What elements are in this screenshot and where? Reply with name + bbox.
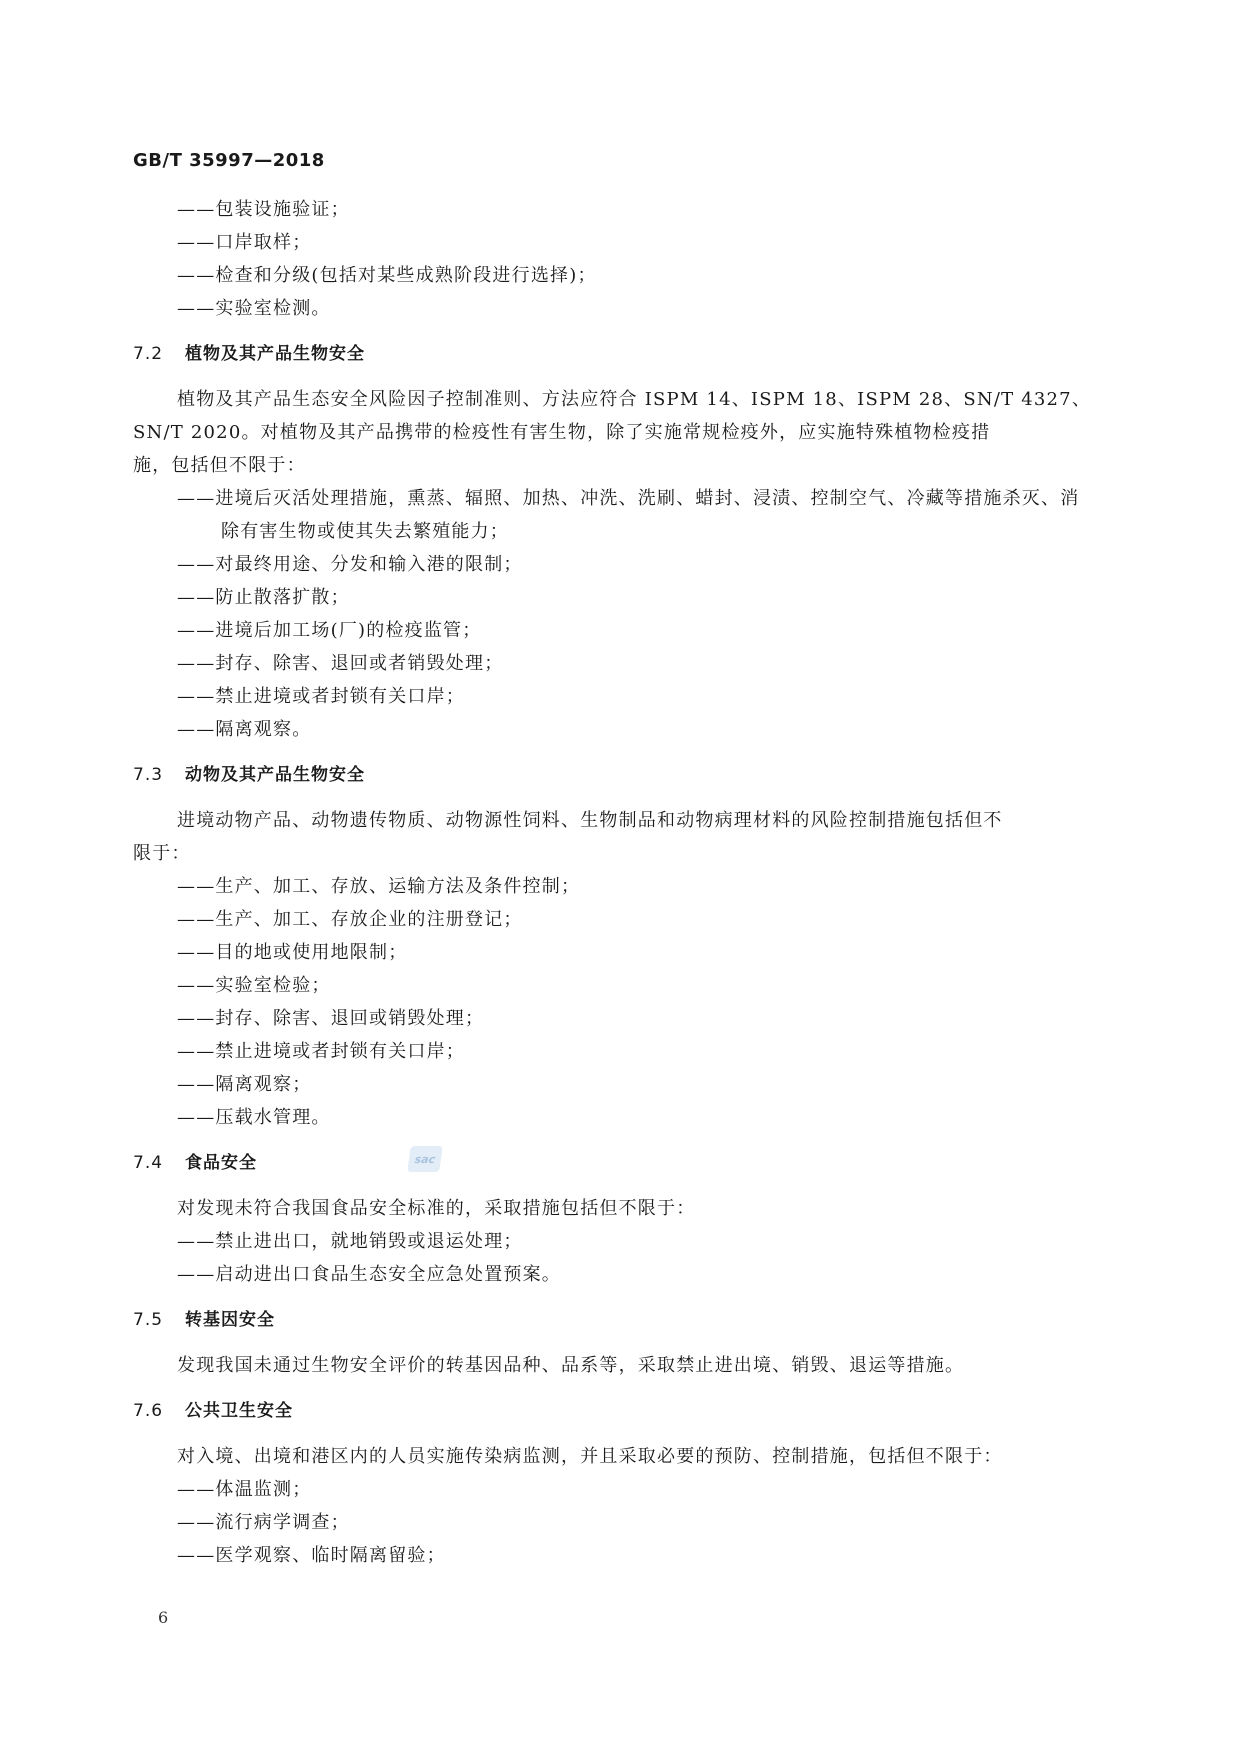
- list-item: ——封存、除害、退回或销毁处理；: [177, 1008, 485, 1029]
- section-title: 植物及其产品生物安全: [185, 344, 365, 364]
- list-item: ——封存、除害、退回或者销毁处理；: [177, 653, 504, 674]
- paragraph-line: 施，包括但不限于：: [133, 455, 306, 476]
- section-heading: [133, 1395, 1093, 1428]
- section-number: 7.6: [133, 1401, 164, 1421]
- list-item: ——口岸取样；: [177, 232, 312, 253]
- list-item: ——防止散落扩散；: [177, 587, 350, 608]
- paragraph-line: SN/T 2020。对植物及其产品携带的检疫性有害生物，除了实施常规检疫外，应实施特殊植物检疫措: [133, 422, 991, 443]
- top-bullet-list: [133, 193, 1093, 325]
- section-7-6: [133, 1395, 1093, 1572]
- list-item: ——禁止进出口，就地销毁或退运处理；: [177, 1231, 523, 1252]
- list-item: ——检查和分级(包括对某些成熟阶段进行选择)；: [177, 265, 597, 286]
- section-title: 转基因安全: [185, 1310, 275, 1330]
- list-item: ——医学观察、临时隔离留验；: [177, 1545, 446, 1566]
- section-7-3: [133, 759, 1093, 1134]
- list-item: ——生产、加工、存放企业的注册登记；: [177, 909, 523, 930]
- list-item: ——体温监测；: [177, 1479, 312, 1500]
- sac-watermark-logo: sac: [407, 1146, 443, 1172]
- list-item: ——启动进出口食品生态安全应急处置预案。: [177, 1264, 561, 1285]
- list-item: ——禁止进境或者封锁有关口岸；: [177, 1041, 465, 1062]
- section-title: 食品安全: [185, 1153, 257, 1173]
- list-item-continuation: 除有害生物或使其失去繁殖能力；: [221, 521, 509, 542]
- section-7-2: [133, 338, 1093, 746]
- paragraph-line: 发现我国未通过生物安全评价的转基因品种、品系等，采取禁止进出境、销毁、退运等措施。: [177, 1355, 965, 1376]
- list-item: ——流行病学调查；: [177, 1512, 350, 1533]
- page-body: [133, 193, 1093, 1572]
- paragraph-line: 限于：: [133, 843, 191, 864]
- list-item: ——实验室检测。: [177, 298, 331, 319]
- section-number: 7.3: [133, 765, 164, 785]
- section-heading: [133, 1304, 1093, 1337]
- list-item: ——禁止进境或者封锁有关口岸；: [177, 686, 465, 707]
- list-item: ——对最终用途、分发和输入港的限制；: [177, 554, 523, 575]
- section-number: 7.4: [133, 1153, 164, 1173]
- section-7-5: [133, 1304, 1093, 1382]
- standard-code: GB/T 35997—2018: [133, 150, 325, 171]
- paragraph-line: 对发现未符合我国食品安全标准的，采取措施包括但不限于：: [177, 1198, 696, 1219]
- section-title: 公共卫生安全: [185, 1401, 293, 1421]
- paragraph-line: 植物及其产品生态安全风险因子控制准则、方法应符合 ISPM 14、ISPM 18、ISPM 28、SN/T 4327、: [177, 389, 1092, 410]
- section-heading: [133, 1147, 1093, 1180]
- section-heading: [133, 759, 1093, 792]
- section-number: 7.5: [133, 1310, 164, 1330]
- list-item: ——包装设施验证；: [177, 199, 350, 220]
- list-item: ——进境后加工场(厂)的检疫监管；: [177, 620, 482, 641]
- paragraph-line: 对入境、出境和港区内的人员实施传染病监测，并且采取必要的预防、控制措施，包括但不限于：: [177, 1446, 1003, 1467]
- list-item: ——隔离观察。: [177, 719, 312, 740]
- list-item: ——目的地或使用地限制；: [177, 942, 408, 963]
- section-title: 动物及其产品生物安全: [185, 765, 365, 785]
- paragraph-line: 进境动物产品、动物遗传物质、动物源性饲料、生物制品和动物病理材料的风险控制措施包括但不: [177, 810, 1003, 831]
- list-item: ——进境后灭活处理措施，熏蒸、辐照、加热、冲洗、洗刷、蜡封、浸渍、控制空气、冷藏等措施杀灭、消: [177, 488, 1080, 509]
- section-heading: [133, 338, 1093, 371]
- list-item: ——实验室检验；: [177, 975, 331, 996]
- list-item: ——压载水管理。: [177, 1107, 331, 1128]
- section-7-4: [133, 1147, 1093, 1291]
- list-item: ——生产、加工、存放、运输方法及条件控制；: [177, 876, 581, 897]
- list-item: ——隔离观察；: [177, 1074, 312, 1095]
- section-number: 7.2: [133, 344, 164, 364]
- page-number: 6: [158, 1608, 169, 1627]
